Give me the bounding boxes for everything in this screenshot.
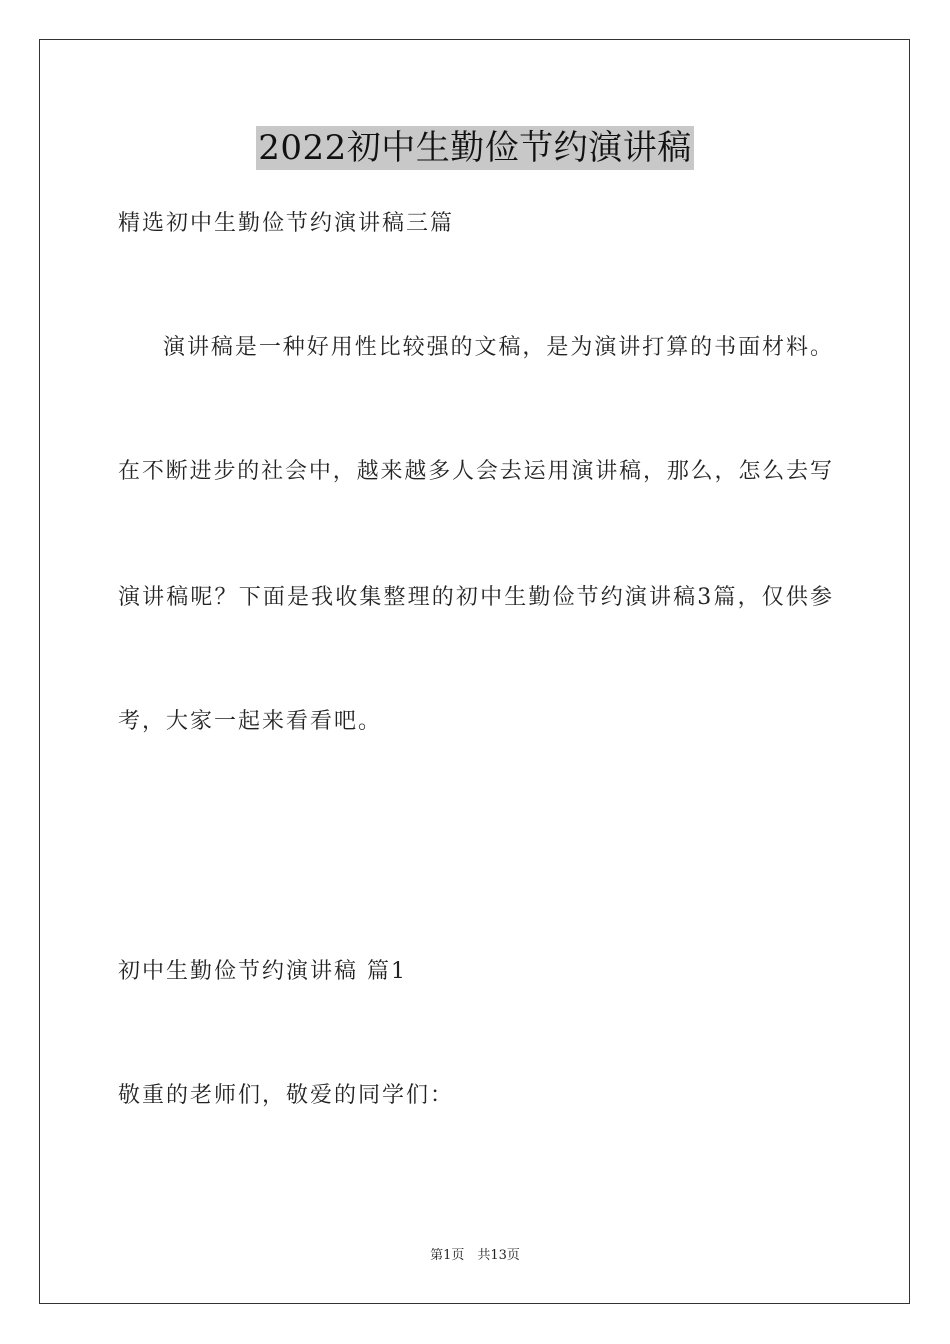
section-heading: 初中生勤俭节约演讲稿 篇1 — [118, 959, 407, 984]
title-container — [0, 126, 950, 170]
salutation: 敬重的老师们，敬爱的同学们： — [118, 1083, 455, 1108]
intro-line-3: 演讲稿呢？下面是我收集整理的初中生勤俭节约演讲稿3篇，仅供参 — [118, 585, 832, 610]
intro-line-4: 考，大家一起来看看吧。 — [118, 709, 383, 734]
intro-line-1: 演讲稿是一种好用性比较强的文稿，是为演讲打算的书面材料。 — [163, 335, 832, 360]
page-number: 第1页 共13页 — [430, 1248, 520, 1263]
intro-line-2: 在不断进步的社会中，越来越多人会去运用演讲稿，那么，怎么去写 — [118, 459, 832, 484]
document-subtitle: 精选初中生勤俭节约演讲稿三篇 — [118, 211, 455, 236]
document-title: 2022初中生勤俭节约演讲稿 — [258, 128, 692, 168]
